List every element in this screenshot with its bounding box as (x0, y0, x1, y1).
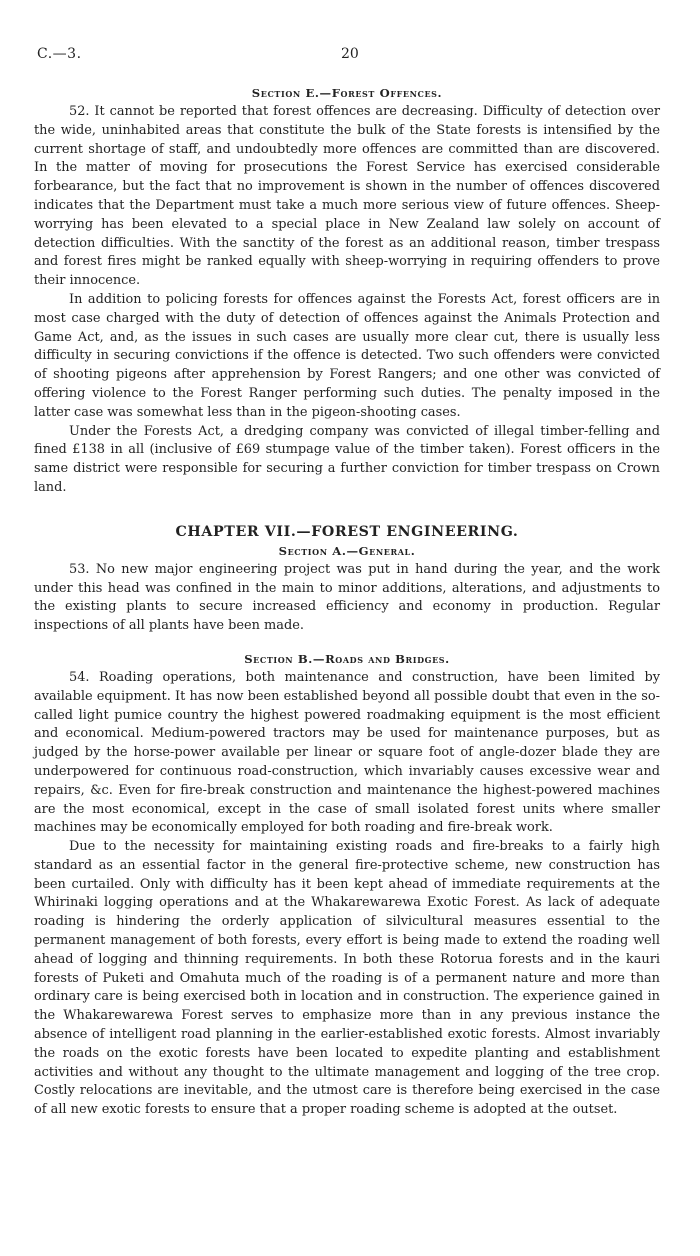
paragraph-animals-protection: In addition to policing forests for offences against the Forests Act, forest officers are in most case charged with the duty of detection of offences against the Animals Protection and Game Act, and, as the issues in such cases are usually more clear cut, there is usually less difficulty in securing convictions if the offence is detected. Two such offenders were convicted of shooting pigeons after apprehension by Forest Rangers; and one other was convicted of offering violence to the Forest Ranger performing such duties. The penalty imposed in the latter case was somewhat less than in the pigeon-shooting cases. (34, 291, 660, 420)
page-body (34, 84, 660, 1120)
paragraph-52: 52. It cannot be reported that forest offences are decreasing. Difficulty of detection over the wide, uninhabited areas that constitute the bulk of the State forests is intensified by the current shortage of staff, and undoubtedly more offences are committed than are discovered. In the matter of moving for prosecutions the Forest Service has exercised considerable forbearance, but the fact that no improvement is shown in the number of offences discovered indicates that the Department must take a much more serious view of future offences. Sheep-worrying has been elevated to a special place in New Zealand law solely on account of detection difficulties. With the sanctity of the forest as an additional reason, timber trespass and forest fires might be ranked equally with sheep-worrying in requiring offenders to prove their innocence. (34, 104, 660, 289)
section-e-heading: Section E.—Forest Offences. (251, 86, 443, 100)
chapter-vii-heading: CHAPTER VII.—FOREST ENGINEERING. (175, 523, 519, 540)
document-reference: C.—3. (37, 46, 82, 62)
page-number: 20 (341, 46, 359, 62)
section-a-heading: Section A.—General. (278, 543, 416, 558)
paragraph-53: 53. No new major engineering project was put in hand during the year, and the work under this head was confined in the main to minor additions, alterations, and adjustments to the existing plants to secure increased efficiency and economy in production. Regular inspections of all plants have been made. (34, 561, 660, 634)
paragraph-roading-curtailed: Due to the necessity for maintaining existing roads and fire-breaks to a fairly high standard as an essential factor in the general fire-protective scheme, new construction has been curtailed. Only with difficulty has it been kept ahead of immediate requirements at the Whirinaki logging operations and at the Whakarewarewa Exotic Forest. As lack of adequate roading is hindering the orderly application of silvicultural measures essential to the permanent management of both forests, every effort is being made to extend the roading well ahead of logging and thinning requirements. In both these Rotorua forests and in the kauri forests of Puketi and Omahuta much of the roading is of a permanent nature and more than ordinary care is being exercised both in location and in construction. The experience gained in the Whakarewarewa Forest serves to emphasize more than in any previous instance the absence of intelligent road planning in the earlier-established exotic forests. Almost invariably the roads on the exotic forests have been located to expedite planting and establishment activities and without any thought to the ultimate management and logging of the tree crop. Costly relocations are inevitable, and the utmost care is therefore being exercised in the case of all new exotic forests to ensure that a proper roading scheme is adopted at the outset. (34, 839, 660, 1118)
paragraph-54: 54. Roading operations, both maintenance and construction, have been limited by available equipment. It has now been established beyond all possible doubt that even in the so-called light pumice country the highest powered roadmaking equipment is the most efficient and economical. Medium-powered tractors may be used for maintenance purposes, but as judged by the horse-power available per linear or square foot of angle-dozer blade they are underpowered for continuous road-construction, which invariably causes excessive wear and repairs, &c. Even for fire-break construction and maintenance the highest-powered machines are the most economical, except in the case of small isolated forest units where smaller machines may be economically employed for both roading and fire-break work. (34, 669, 660, 836)
paragraph-forests-act-conviction: Under the Forests Act, a dredging company was convicted of illegal timber-felling and fined £138 in all (inclusive of £69 stumpage value of the timber taken). Forest officers in the same district were responsible for securing a further conviction for timber trespass on Crown land. (34, 423, 660, 495)
section-b-heading: Section B.—Roads and Bridges. (244, 651, 450, 666)
